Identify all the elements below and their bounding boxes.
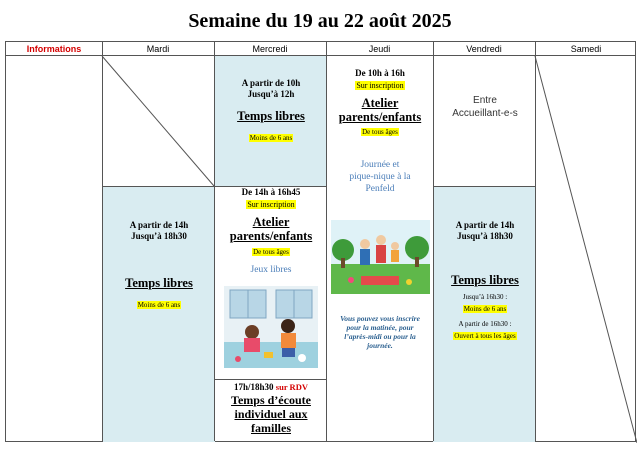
vendredi-afternoon: [434, 220, 536, 341]
mercredi-morning-activity: Temps libres: [237, 109, 305, 123]
mercredi-extra-activity: Jeux libres: [250, 265, 292, 275]
header-mardi: Mardi: [146, 44, 170, 54]
mercredi-evening-rdv: sur RDV: [275, 382, 308, 392]
children-playing-illustration: [224, 286, 318, 368]
mercredi-evening-line3: familles: [251, 421, 291, 435]
mercredi-afternoon: [215, 187, 327, 276]
mercredi-evening: [215, 382, 327, 435]
vendredi-cond2: A partir de 16h30 :: [458, 320, 512, 328]
jeudi-note-line2: pour la matinée, pour: [346, 323, 414, 332]
jeudi-note-line4: journée.: [367, 341, 393, 350]
mardi-activity: Temps libres: [125, 276, 193, 290]
mardi-time-start: A partir de 14h: [129, 220, 189, 230]
header-vendredi: Vendredi: [466, 44, 502, 54]
jeudi-outing-line2: pique-nique à la: [349, 172, 411, 182]
jeudi-workshop-line2: parents/enfants: [338, 110, 422, 124]
mercredi-evening-line2: individuel aux: [234, 407, 308, 421]
jeudi-note-line3: l’après-midi ou pour la: [344, 332, 416, 341]
vendredi-age2-badge: Ouvert à tous les âges: [454, 332, 516, 340]
mardi-age-badge: Moins de 6 ans: [137, 301, 181, 309]
mercredi-morning-age-badge: Moins de 6 ans: [249, 134, 293, 142]
jeudi-outing-line1: Journée et: [360, 160, 400, 170]
header-samedi: Samedi: [570, 44, 602, 54]
jeudi-time: De 10h à 16h: [355, 68, 405, 78]
mercredi-morning-time-start: A partir de 10h: [241, 78, 301, 88]
jeudi-day: [327, 68, 433, 195]
vendredi-cond1: Jusqu’à 16h30 :: [462, 293, 508, 301]
mercredi-registration-badge: Sur inscription: [247, 200, 295, 209]
vendredi-age1-badge: Moins de 6 ans: [463, 305, 507, 313]
mercredi-age-badge: De tous âges: [253, 248, 289, 256]
jeudi-note-line1: Vous pouvez vous inscrire: [340, 314, 420, 323]
jeudi-registration-badge: Sur inscription: [356, 81, 404, 90]
jeudi-outing-line3: Penfeld: [365, 184, 395, 194]
header-jeudi: Jeudi: [368, 44, 391, 54]
schedule-table: [5, 41, 636, 442]
vendredi-morning-line2: Accueillant-e-s: [452, 108, 518, 119]
mercredi-workshop-line1: Atelier: [252, 215, 290, 229]
jeudi-note: [327, 314, 433, 350]
mercredi-evening-line1: Temps d’écoute: [231, 393, 311, 407]
jeudi-age-badge: De tous âges: [362, 128, 398, 136]
family-picnic-illustration: [331, 220, 430, 294]
vendredi-activity: Temps libres: [451, 273, 519, 287]
mercredi-morning-time-end: Jusqu’à 12h: [247, 89, 295, 99]
vendredi-time-end: Jusqu’à 18h30: [457, 231, 513, 241]
jeudi-workshop-line1: Atelier: [361, 96, 399, 110]
mercredi-morning: [215, 78, 327, 143]
header-mercredi: Mercredi: [252, 44, 288, 54]
page-title: Semaine du 19 au 22 août 2025: [188, 10, 452, 32]
mardi-time-end: Jusqu’à 18h30: [131, 231, 187, 241]
header-informations: Informations: [26, 44, 82, 54]
vendredi-time-start: A partir de 14h: [455, 220, 515, 230]
mercredi-evening-time: 17h/18h30: [234, 382, 274, 392]
mardi-afternoon: [103, 220, 215, 310]
mercredi-afternoon-time: De 14h à 16h45: [241, 187, 301, 197]
mercredi-workshop-line2: parents/enfants: [229, 229, 313, 243]
vendredi-morning: [434, 94, 536, 120]
vendredi-morning-line1: Entre: [473, 95, 497, 106]
